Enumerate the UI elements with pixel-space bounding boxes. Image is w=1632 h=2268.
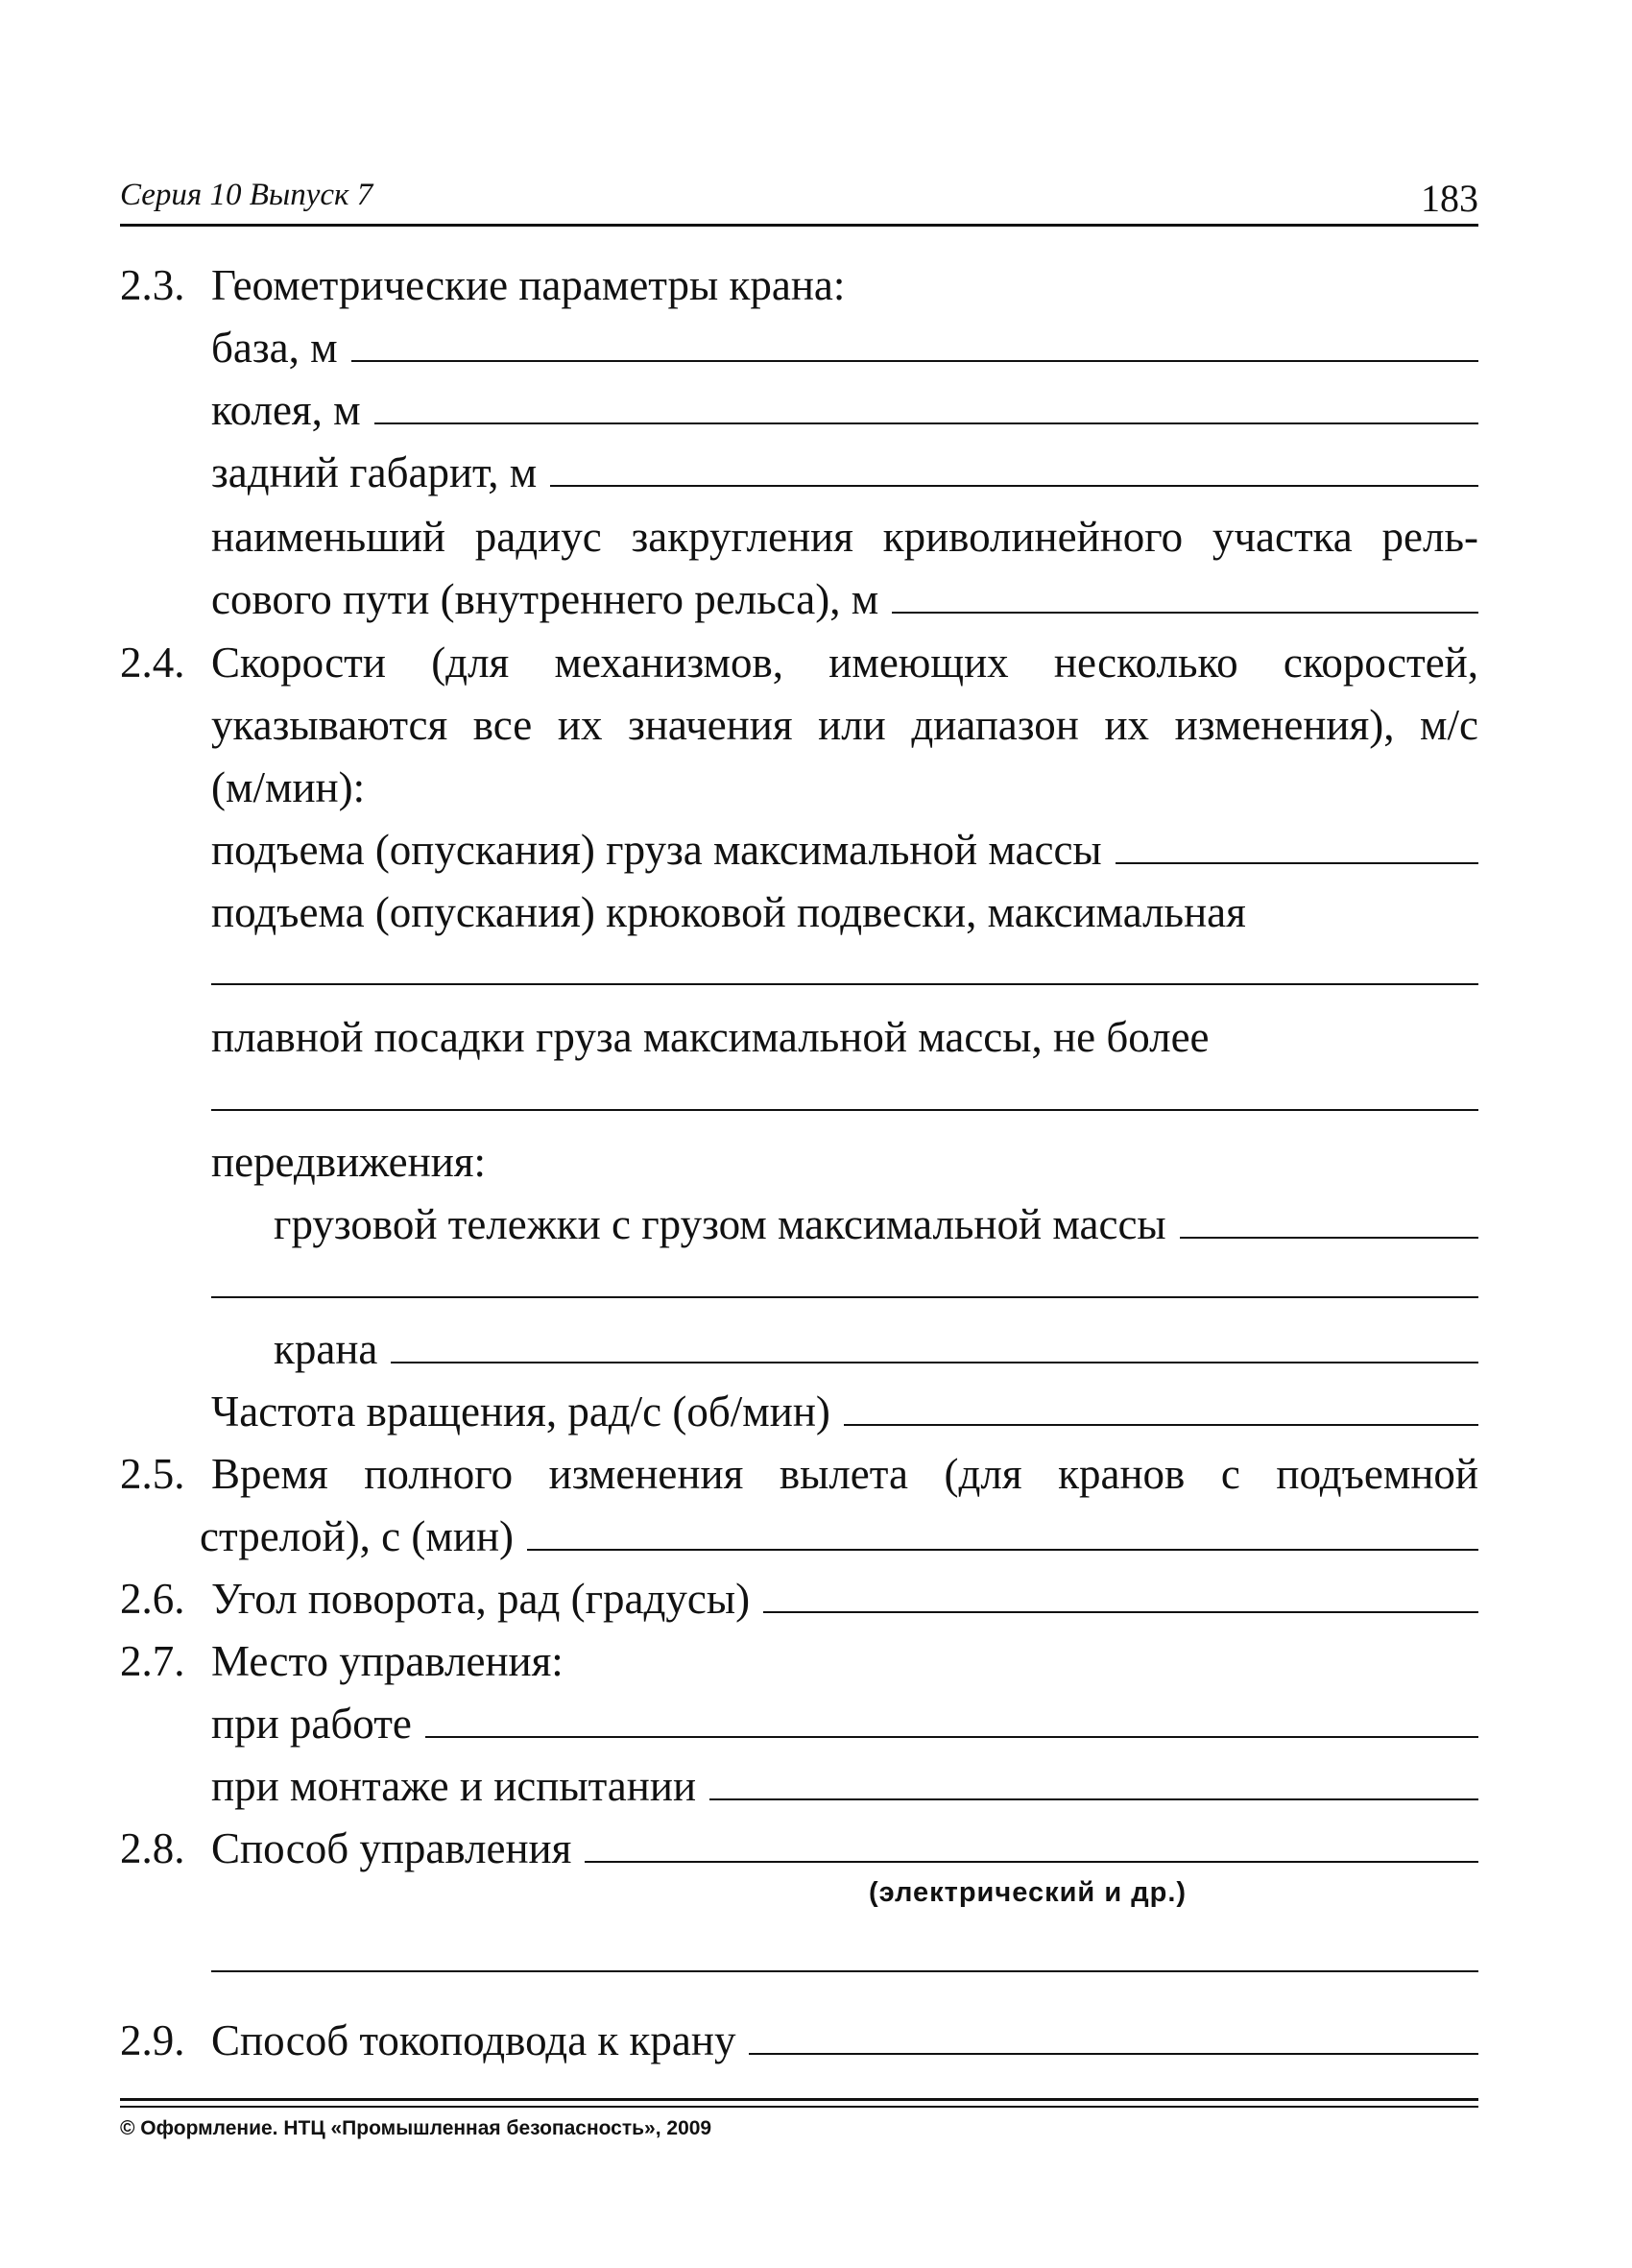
page-header — [120, 178, 1478, 226]
blank-line-trolley-2[interactable] — [211, 1296, 1478, 1298]
blank-line-control-2[interactable] — [211, 1970, 1478, 1972]
footer-rule — [120, 2106, 1478, 2108]
section-2-4-line2: указываются все их значения или диапазон их изменения), м/с — [211, 701, 1478, 749]
field-control-mount: при монтаже и испытании — [211, 1760, 1478, 1812]
travel-label: передвижения: — [211, 1138, 486, 1186]
section-2-3-title: 2.3. Геометрические параметры крана: — [120, 261, 846, 309]
blank-line[interactable] — [550, 485, 1478, 487]
blank-line[interactable] — [585, 1861, 1478, 1863]
blank-line[interactable] — [1116, 862, 1478, 864]
blank-line[interactable] — [763, 1611, 1478, 1613]
blank-line-smooth[interactable] — [211, 1109, 1478, 1111]
section-2-7-title: 2.7. Место управления: — [120, 1637, 564, 1685]
blank-line[interactable] — [1180, 1237, 1478, 1239]
radius-text-line1: наименьший радиус закругления криволинейного участка рель- — [211, 513, 1478, 561]
field-lift-hook-label: подъема (опускания) крюковой подвески, максимальная — [211, 888, 1246, 936]
section-number: 2.3. — [120, 261, 185, 309]
section-number: 2.8. — [120, 1824, 185, 1872]
section-2-9: 2.9. Способ токоподвода к крану — [120, 2015, 1478, 2066]
field-lift-load: подъема (опускания) груза максимальной массы — [211, 824, 1478, 876]
field-trolley: грузовой тележки с грузом максимальной массы — [274, 1198, 1478, 1250]
section-2-4-line3: (м/мин): — [211, 763, 366, 811]
section-number: 2.9. — [120, 2016, 185, 2064]
copyright-footer: © Оформление. НТЦ «Промышленная безопасность», 2009 — [120, 2117, 712, 2139]
blank-line[interactable] — [374, 422, 1478, 424]
blank-line[interactable] — [892, 612, 1478, 614]
series-label: Серия 10 Выпуск 7 — [120, 178, 373, 212]
control-method-caption: (электрический и др.) — [869, 1877, 1188, 1908]
blank-line-lift-hook[interactable] — [211, 983, 1478, 985]
section-number: 2.6. — [120, 1575, 185, 1623]
section-number: 2.5. — [120, 1450, 185, 1498]
section-2-5-line1: 2.5. Время полного изменения вылета (для кранов с подъемной — [120, 1450, 1478, 1498]
field-reach-time: стрелой), с (мин) — [200, 1510, 1478, 1562]
blank-line[interactable] — [749, 2053, 1478, 2055]
field-base: база, м — [211, 322, 1478, 374]
field-gauge: колея, м — [211, 384, 1478, 436]
header-rule — [120, 224, 1478, 227]
blank-line[interactable] — [527, 1549, 1478, 1551]
section-2-6: 2.6. Угол поворота, рад (градусы) — [120, 1573, 1478, 1625]
section-2-4-line1: 2.4. Скорости (для механизмов, имеющих несколько скоростей, — [120, 639, 1478, 687]
field-radius: сового пути (внутреннего рельса), м — [211, 573, 1478, 625]
blank-line[interactable] — [844, 1424, 1478, 1426]
field-rear-clearance: задний габарит, м — [211, 446, 1478, 498]
blank-line[interactable] — [351, 360, 1478, 362]
field-smooth-label: плавной посадки груза максимальной массы, не более — [211, 1013, 1210, 1061]
page-number: 183 — [1421, 177, 1478, 220]
blank-line[interactable] — [391, 1362, 1478, 1363]
blank-line[interactable] — [709, 1798, 1478, 1800]
blank-line[interactable] — [425, 1736, 1478, 1738]
field-control-work: при работе — [211, 1698, 1478, 1749]
section-number: 2.4. — [120, 639, 185, 687]
footer-rule — [120, 2098, 1478, 2101]
section-number: 2.7. — [120, 1637, 185, 1685]
section-2-8: 2.8. Способ управления — [120, 1822, 1478, 1874]
field-rotation: Частота вращения, рад/с (об/мин) — [211, 1386, 1478, 1437]
field-crane-travel: крана — [274, 1323, 1478, 1375]
